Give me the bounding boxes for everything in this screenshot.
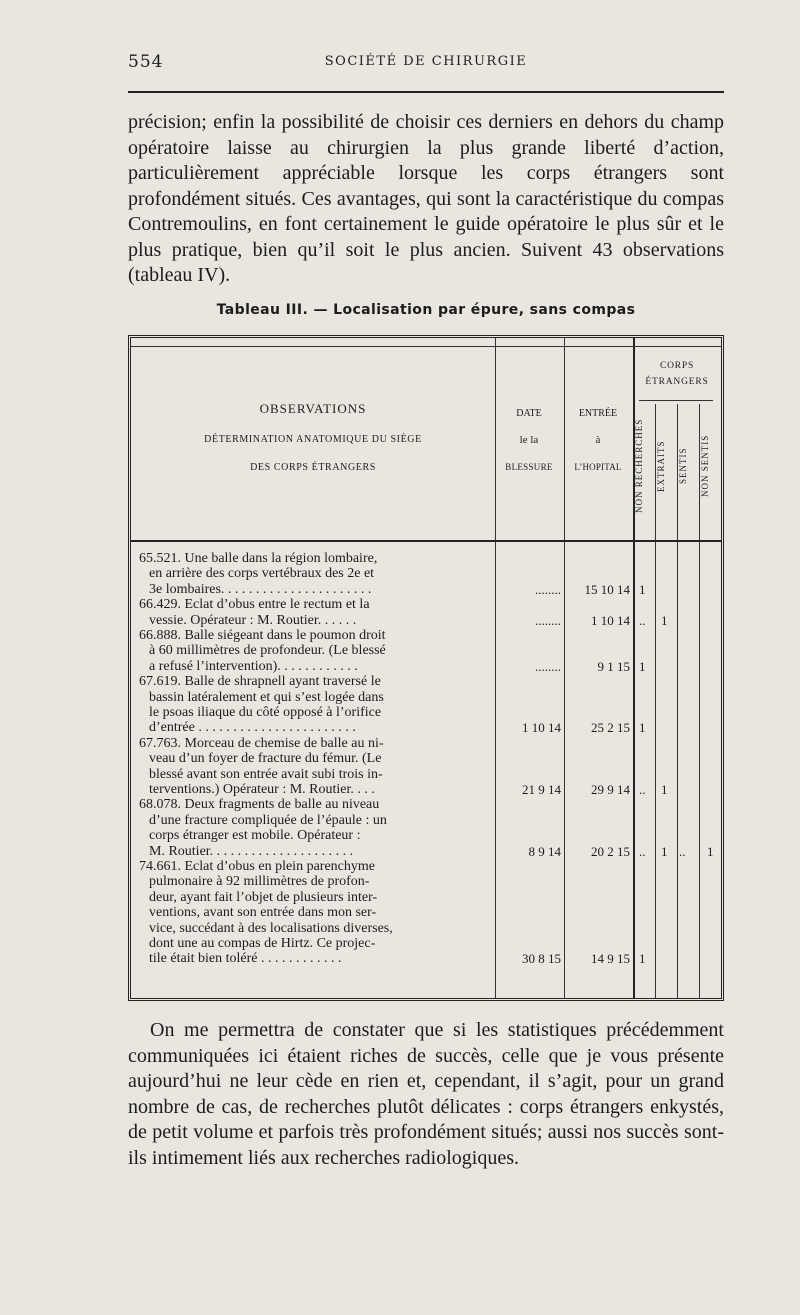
observation-line: ventions, avant son entrée dans mon ser- bbox=[149, 905, 377, 921]
observation-line: tile était bien toléré . . . . . . . . . . . . bbox=[149, 951, 342, 967]
paragraph-conclusion: On me permettra de constater que si les statistiques précédemment communiquées ici étaient riches de succès, celle que je vous présente aujourd’hui ne leur cède en rien et, cependant, il s’agit, pour un grand nombre de cas, de recherches plutôt délicates : corps étrangers enkystés, de petit volume et parfois très profondément situés; aussi nos succès sont-ils intimement liés aux recherches radiologiques. bbox=[128, 1019, 724, 1169]
cell-date: ........ bbox=[535, 612, 561, 628]
header-etrangers: ÉTRANGERS bbox=[645, 377, 709, 387]
header-extraits: EXTRAITS bbox=[656, 440, 666, 492]
header-observations: OBSERVATIONS bbox=[259, 401, 367, 416]
observation-line: 74.661. Eclat d’obus en plein parenchyme bbox=[139, 859, 375, 874]
observation-line: vice, succédant à des localisations diverses, bbox=[149, 920, 393, 936]
cell-date: 1 10 14 bbox=[522, 720, 561, 736]
cell-date: 21 9 14 bbox=[522, 782, 561, 797]
cell-non-recherches: 1 bbox=[639, 658, 646, 674]
header-non-sentis: NON SENTIS bbox=[700, 434, 710, 498]
observation-line: à 60 millimètres de profondeur. (Le blessé bbox=[149, 643, 386, 659]
header-sentis: SENTIS bbox=[678, 447, 688, 485]
header-des-corps: DES CORPS ÉTRANGERS bbox=[250, 462, 376, 473]
observation-line: 66.429. Eclat d’obus entre le rectum et la bbox=[139, 597, 370, 613]
observation-line: d’entrée . . . . . . . . . . . . . . . . . . . . . . . bbox=[149, 720, 356, 736]
cell-entree: 20 2 15 bbox=[591, 843, 630, 859]
paragraph-intro: précision; enfin la possibilité de choisir ces derniers en dehors du champ opératoire laisse au chirurgien la plus grande liberté d’action, particulièrement appréciable lorsque les corps étrangers sont profondément situés. Ces avantages, qui sont la caractéristique du compas Contremoulins, en font certainement le guide opératoire le plus sûr et le plus pratique, bien qu’il soit le plus ancien. Suivent 43 observations (tableau IV). bbox=[128, 111, 724, 286]
cell-non-recherches: .. bbox=[639, 612, 646, 628]
observation-entry bbox=[139, 597, 491, 628]
header-rule bbox=[128, 91, 724, 93]
observation-line: corps étranger est mobile. Opérateur : bbox=[149, 828, 361, 844]
corps-rule bbox=[639, 400, 713, 401]
header-date: DATE bbox=[516, 408, 542, 419]
observation-line: 67.619. Balle de shrapnell ayant traversé le bbox=[139, 674, 381, 690]
observation-line: terventions.) Opérateur : M. Routier. . . . bbox=[149, 782, 375, 798]
observation-line: M. Routier. . . . . . . . . . . . . . . . . . . . . bbox=[149, 843, 354, 859]
observation-entry bbox=[139, 551, 491, 597]
header-date-blessure: BLESSURE bbox=[505, 462, 553, 472]
observation-line: le psoas iliaque du côté opposé à l’orifice bbox=[149, 705, 382, 720]
observation-line: blessé avant son entrée avait subi trois in- bbox=[149, 766, 383, 782]
header-non-recherches: NON RECHERCHÉS bbox=[634, 418, 644, 514]
header-entree-hopital: L’HOPITAL bbox=[574, 462, 622, 472]
cell-non-recherches: 1 bbox=[639, 581, 646, 597]
cell-date: ........ bbox=[535, 658, 561, 674]
observation-entry bbox=[139, 736, 491, 798]
header-entree-sub: à bbox=[595, 434, 601, 446]
cell-entree: 25 2 15 bbox=[591, 720, 630, 736]
cell-extraits: 1 bbox=[661, 782, 668, 797]
observation-line: bassin latéralement et qui s’est logée dans bbox=[149, 689, 384, 705]
cell-non-recherches: .. bbox=[639, 843, 646, 859]
cell-sentis: .. bbox=[679, 843, 686, 859]
cell-entree: 15 10 14 bbox=[584, 581, 630, 597]
observation-line: a refusé l’intervention). . . . . . . . . . . . bbox=[149, 658, 358, 674]
observation-entry bbox=[139, 628, 491, 674]
header-top-rule bbox=[131, 346, 721, 347]
cell-entree: 1 10 14 bbox=[591, 612, 630, 628]
observation-line: pulmonaire à 92 millimètres de profon- bbox=[149, 874, 370, 890]
observation-entry bbox=[139, 674, 491, 736]
observation-entry bbox=[139, 859, 491, 967]
page-header bbox=[128, 52, 724, 76]
cell-non-recherches: 1 bbox=[639, 951, 646, 967]
cell-non-sentis: 1 bbox=[707, 843, 714, 859]
observation-line: 68.078. Deux fragments de balle au niveau bbox=[139, 797, 380, 813]
observation-entry bbox=[139, 797, 491, 859]
header-bottom-rule bbox=[131, 540, 721, 542]
cell-non-recherches: 1 bbox=[639, 720, 646, 736]
header-determination: DÉTERMINATION ANATOMIQUE DU SIÈGE bbox=[204, 434, 422, 445]
header-entree: ENTRÉE bbox=[578, 408, 618, 419]
observation-line: 67.763. Morceau de chemise de balle au ni- bbox=[139, 735, 384, 751]
cell-date: 30 8 15 bbox=[522, 951, 561, 967]
cell-entree: 14 9 15 bbox=[591, 951, 630, 967]
observation-line: d’une fracture compliquée de l’épaule : un bbox=[149, 812, 387, 828]
page-number: 554 bbox=[128, 52, 164, 72]
running-head: SOCIÉTÉ DE CHIRURGIE bbox=[324, 54, 528, 69]
cell-extraits: 1 bbox=[661, 843, 668, 859]
header-corps: CORPS bbox=[659, 361, 695, 371]
cell-date: ........ bbox=[535, 581, 561, 597]
cell-entree: 9 1 15 bbox=[597, 658, 630, 674]
cell-entree: 29 9 14 bbox=[591, 782, 630, 797]
header-date-sub: le la bbox=[519, 434, 539, 446]
cell-extraits: 1 bbox=[661, 612, 668, 628]
cell-date: 8 9 14 bbox=[528, 843, 561, 859]
observation-line: vessie. Opérateur : M. Routier. . . . . . bbox=[149, 612, 357, 628]
table bbox=[128, 335, 724, 1001]
observation-line: dont une au compas de Hirtz. Ce projec- bbox=[149, 936, 376, 952]
observation-line: veau d’un foyer de fracture du fémur. (Le bbox=[149, 751, 382, 767]
table-title: Tableau III. — Localisation par épure, sans compas bbox=[216, 302, 636, 318]
cell-non-recherches: .. bbox=[639, 782, 646, 797]
observation-line: 65.521. Une balle dans la région lombaire, bbox=[139, 551, 378, 566]
observation-line: 66.888. Balle siégeant dans le poumon droit bbox=[139, 628, 386, 643]
observation-line: deur, ayant fait l’objet de plusieurs inter- bbox=[149, 889, 378, 905]
observation-line: 3e lombaires. . . . . . . . . . . . . . . . . . . . . . bbox=[149, 581, 372, 597]
observation-line: en arrière des corps vertébraux des 2e et bbox=[149, 566, 375, 582]
